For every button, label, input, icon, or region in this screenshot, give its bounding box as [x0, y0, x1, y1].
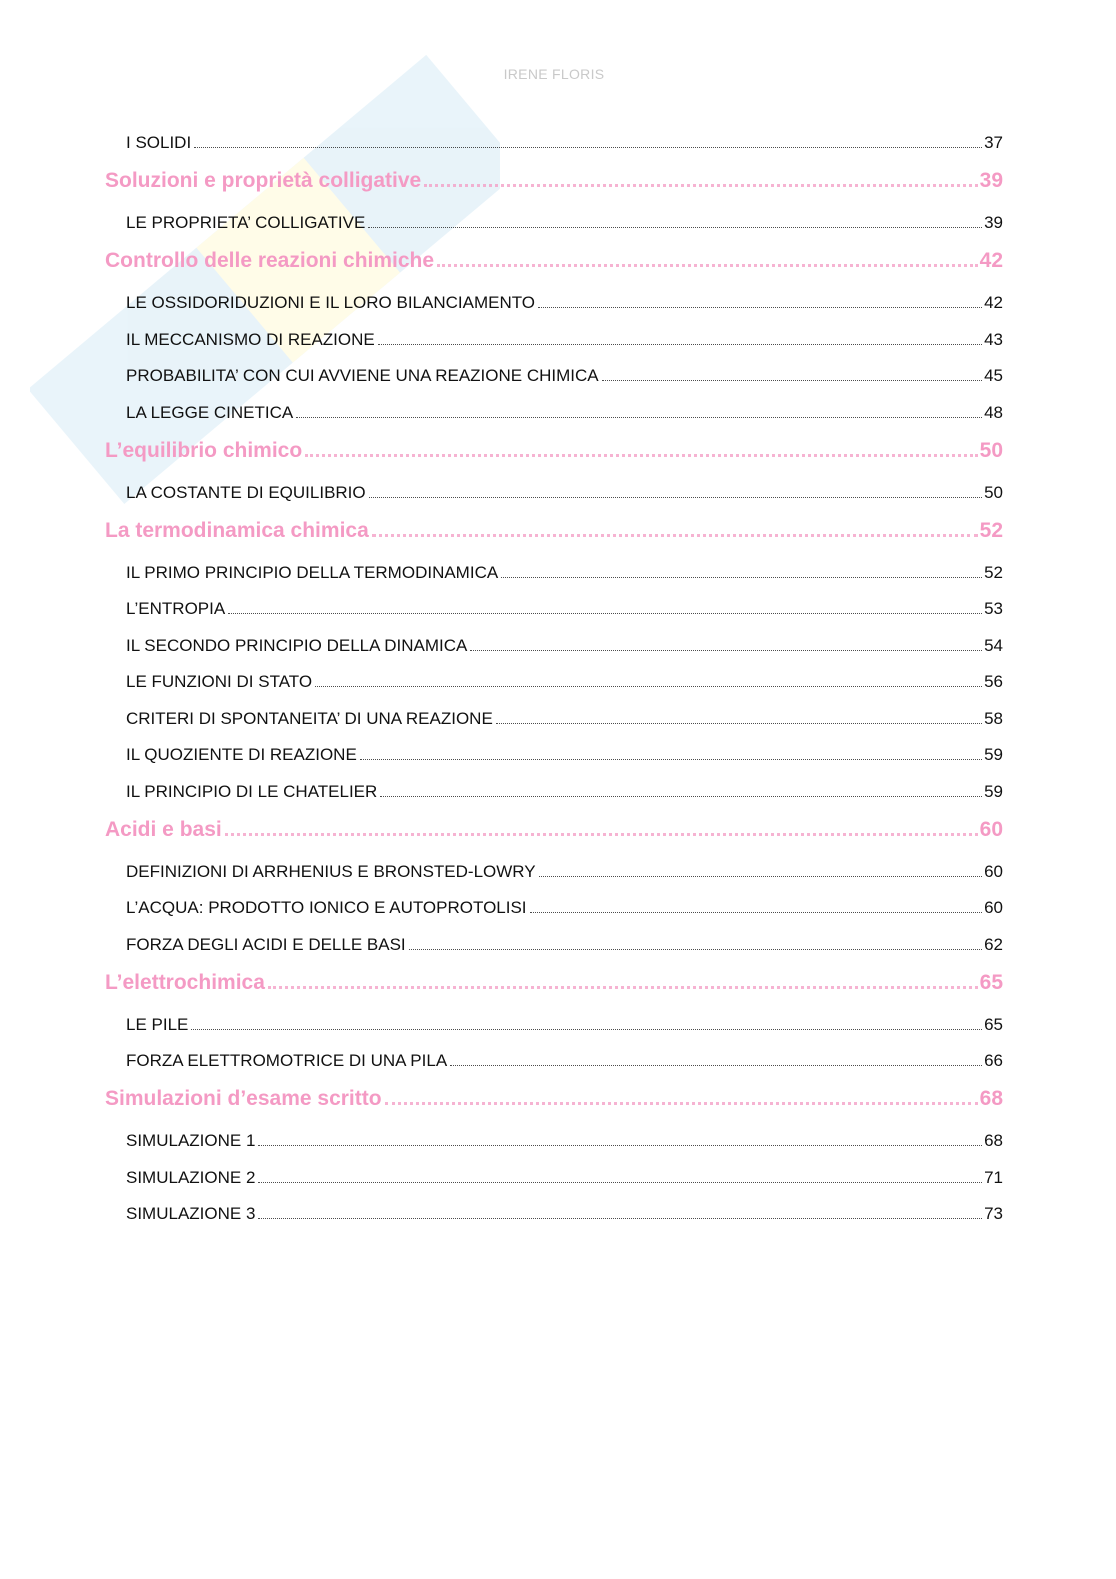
toc-chapter-entry[interactable]	[105, 169, 1003, 193]
toc-entry-page: 62	[984, 934, 1003, 954]
toc-entry-title: FORZA DEGLI ACIDI E DELLE BASI	[126, 934, 406, 954]
toc-section-entry[interactable]	[126, 745, 1003, 765]
dot-leader	[258, 1182, 982, 1183]
dot-leader	[305, 454, 977, 457]
toc-entry-page: 52	[984, 562, 1003, 582]
toc-section-entry[interactable]	[126, 403, 1003, 423]
dot-leader	[258, 1145, 982, 1146]
toc-entry-title: FORZA ELETTROMOTRICE DI UNA PILA	[126, 1051, 448, 1070]
toc-entry-page: 65	[979, 970, 1003, 994]
toc-entry-title: DEFINIZIONI DI ARRHENIUS E BRONSTED-LOWRY	[126, 861, 536, 881]
dot-leader	[225, 833, 978, 836]
dot-leader	[530, 912, 983, 913]
toc-entry-title: LE PILE	[126, 1014, 189, 1034]
toc-section-entry[interactable]	[126, 782, 1003, 802]
dot-leader	[296, 417, 982, 418]
toc-chapter-entry[interactable]	[105, 439, 1003, 463]
toc-entry-title: L’ACQUA: PRODOTTO IONICO E AUTOPROTOLISI	[126, 898, 527, 917]
dot-leader	[538, 307, 982, 308]
toc-section-entry[interactable]	[126, 898, 1003, 918]
toc-entry-title: CRITERI DI SPONTANEITA’ DI UNA REAZIONE	[126, 708, 493, 728]
toc-entry-title: L’elettrochimica	[105, 970, 265, 994]
toc-entry-title: SIMULAZIONE 1	[126, 1131, 256, 1150]
toc-section-entry[interactable]	[126, 330, 1003, 350]
dot-leader	[424, 184, 977, 187]
toc-entry-page: 42	[979, 249, 1003, 272]
dot-leader	[409, 949, 982, 950]
toc-entry-page: 52	[979, 518, 1003, 542]
toc-entry-page: 39	[984, 213, 1003, 232]
toc-chapter-entry[interactable]	[105, 971, 1003, 995]
toc-section-entry[interactable]	[126, 213, 1003, 233]
toc-entry-page: 68	[979, 1087, 1003, 1110]
dot-leader	[369, 497, 982, 498]
toc-entry-title: I SOLIDI	[126, 133, 192, 152]
toc-entry-page: 39	[979, 169, 1003, 192]
toc-entry-title: Simulazioni d’esame scritto	[105, 1087, 382, 1110]
toc-entry-title: IL PRINCIPIO DI LE CHATELIER	[126, 781, 378, 801]
dot-leader	[315, 686, 982, 687]
dot-leader	[372, 534, 978, 537]
toc-entry-title: LA LEGGE CINETICA	[126, 402, 294, 422]
toc-entry-title: Controllo delle reazioni chimiche	[105, 249, 435, 272]
toc-chapter-entry[interactable]	[105, 249, 1003, 273]
toc-entry-title: Soluzioni e proprietà colligative	[105, 169, 422, 192]
toc-chapter-entry[interactable]	[105, 818, 1003, 842]
dot-leader	[378, 344, 982, 345]
dot-leader	[450, 1065, 982, 1066]
toc-entry-title: IL QUOZIENTE DI REAZIONE	[126, 745, 357, 764]
toc-entry-page: 53	[984, 599, 1003, 618]
toc-entry-title: LE FUNZIONI DI STATO	[126, 672, 313, 691]
toc-section-entry[interactable]	[126, 672, 1003, 692]
toc-entry-page: 68	[984, 1131, 1003, 1150]
toc-entry-page: 59	[984, 781, 1003, 801]
toc-entry-title: IL PRIMO PRINCIPIO DELLA TERMODINAMICA	[126, 562, 499, 582]
toc-section-entry[interactable]	[126, 1015, 1003, 1035]
toc-section-entry[interactable]	[126, 935, 1003, 955]
toc-section-entry[interactable]	[126, 293, 1003, 313]
dot-leader	[470, 650, 982, 651]
dot-leader	[360, 759, 982, 760]
toc-entry-page: 48	[984, 402, 1003, 422]
dot-leader	[368, 227, 982, 228]
toc-entry-page: 43	[984, 329, 1003, 349]
page-header-author: IRENE FLORIS	[503, 66, 605, 82]
dot-leader	[385, 1102, 978, 1105]
toc-entry-title: LE OSSIDORIDUZIONI E IL LORO BILANCIAMENTO	[126, 293, 536, 312]
dot-leader	[437, 264, 978, 267]
toc-entry-page: 71	[984, 1167, 1003, 1187]
toc-entry-title: IL MECCANISMO DI REAZIONE	[126, 329, 375, 349]
toc-section-entry[interactable]	[126, 1168, 1003, 1188]
toc-entry-title: Acidi e basi	[105, 817, 222, 841]
toc-entry-page: 65	[984, 1014, 1003, 1034]
toc-section-entry[interactable]	[126, 1131, 1003, 1151]
toc-section-entry[interactable]	[126, 636, 1003, 656]
toc-entry-title: LA COSTANTE DI EQUILIBRIO	[126, 482, 366, 502]
toc-section-entry[interactable]	[126, 1051, 1003, 1071]
toc-section-entry[interactable]	[126, 133, 1003, 153]
toc-entry-page: 54	[984, 635, 1003, 655]
dot-leader	[191, 1029, 982, 1030]
toc-entry-page: 73	[984, 1204, 1003, 1223]
toc-section-entry[interactable]	[126, 862, 1003, 882]
toc-entry-title: L’equilibrio chimico	[105, 438, 303, 462]
toc-entry-title: IL SECONDO PRINCIPIO DELLA DINAMICA	[126, 635, 468, 655]
toc-entry-title: SIMULAZIONE 3	[126, 1204, 256, 1223]
toc-entry-page: 59	[984, 745, 1003, 764]
toc-section-entry[interactable]	[126, 709, 1003, 729]
dot-leader	[380, 796, 982, 797]
dot-leader	[496, 723, 982, 724]
toc-chapter-entry[interactable]	[105, 1087, 1003, 1111]
toc-entry-title: L’ENTROPIA	[126, 599, 226, 618]
dot-leader	[228, 613, 982, 614]
dot-leader	[268, 986, 978, 989]
toc-entry-page: 66	[984, 1051, 1003, 1070]
toc-entry-page: 60	[984, 898, 1003, 917]
toc-section-entry[interactable]	[126, 563, 1003, 583]
dot-leader	[258, 1218, 982, 1219]
toc-chapter-entry[interactable]	[105, 519, 1003, 543]
toc-entry-page: 58	[984, 708, 1003, 728]
dot-leader	[501, 577, 982, 578]
toc-entry-page: 56	[984, 672, 1003, 691]
toc-section-entry[interactable]	[126, 366, 1003, 386]
dot-leader	[602, 380, 982, 381]
toc-entry-title: SIMULAZIONE 2	[126, 1167, 256, 1187]
toc-section-entry[interactable]	[126, 483, 1003, 503]
toc-entry-page: 50	[979, 438, 1003, 462]
toc-entry-page: 42	[984, 293, 1003, 312]
toc-section-entry[interactable]	[126, 1204, 1003, 1224]
toc-entry-title: LE PROPRIETA’ COLLIGATIVE	[126, 213, 366, 232]
toc-entry-title: La termodinamica chimica	[105, 518, 369, 542]
dot-leader	[194, 147, 982, 148]
toc-section-entry[interactable]	[126, 599, 1003, 619]
toc-entry-title: PROBABILITA’ CON CUI AVVIENE UNA REAZIONE CHIMICA	[126, 366, 599, 385]
toc-entry-page: 60	[979, 817, 1003, 841]
toc-entry-page: 37	[984, 133, 1003, 152]
toc-entry-page: 45	[984, 366, 1003, 385]
toc-entry-page: 50	[984, 482, 1003, 502]
dot-leader	[539, 876, 982, 877]
toc-entry-page: 60	[984, 861, 1003, 881]
